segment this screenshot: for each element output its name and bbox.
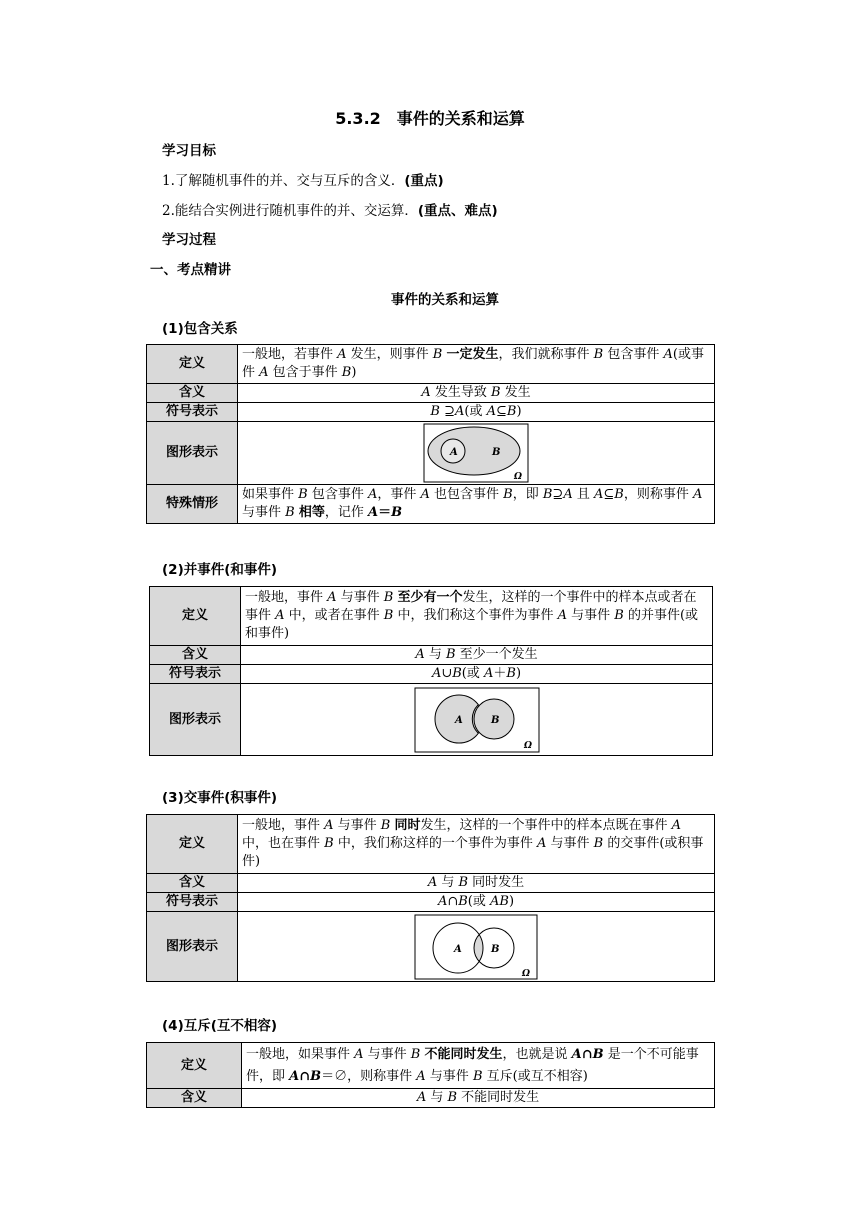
meaning-label: 含义 bbox=[150, 646, 241, 665]
meaning-value: A 与 B 不能同时发生 bbox=[242, 1089, 715, 1108]
mutually-exclusive-table bbox=[146, 1042, 715, 1108]
table1-heading: (1)包含关系 bbox=[162, 321, 238, 337]
def-text: 一般地，如果事件 A 与事件 B 不能同时发生，也就是说 A∩B 是一个不可能事件，即 A∩B＝∅，则称事件 A 与事件 B 互斥(或互不相容) bbox=[242, 1043, 715, 1089]
symbol-value: A∪B(或 A＋B) bbox=[241, 665, 713, 684]
objective-1 bbox=[162, 169, 444, 189]
meaning-label: 含义 bbox=[147, 1089, 242, 1108]
label-b: B bbox=[491, 943, 500, 955]
label-b: B bbox=[492, 447, 501, 458]
def-text: 一般地，若事件 A 发生，则事件 B 一定发生，我们就称事件 B 包含事件 A(或事件 A 包含于事件 B) bbox=[238, 345, 715, 384]
figure-cell bbox=[238, 912, 715, 982]
label-a: A bbox=[454, 943, 462, 955]
special-text: 如果事件 B 包含事件 A，事件 A 也包含事件 B，即 B⊇A 且 A⊆B，则称事件 A 与事件 B 相等，记作 A＝B bbox=[238, 485, 715, 524]
figure-cell bbox=[241, 684, 713, 756]
objectives-heading: 学习目标 bbox=[162, 143, 216, 159]
label-b: B bbox=[490, 714, 499, 726]
objective-2-text: 2.能结合实例进行随机事件的并、交运算． bbox=[162, 203, 418, 219]
union-table bbox=[149, 586, 713, 756]
figure-label: 图形表示 bbox=[150, 684, 241, 756]
meaning-label: 含义 bbox=[147, 384, 238, 403]
def-label: 定义 bbox=[147, 1043, 242, 1089]
def-text: 一般地，事件 A 与事件 B 至少有一个发生，这样的一个事件中的样本点或者在事件 A 中，或者在事件 B 中，我们称这个事件为事件 A 与事件 B 的并事件(或和事件) bbox=[241, 587, 713, 646]
meaning-label: 含义 bbox=[147, 874, 238, 893]
symbol-value: B ⊇A(或 A⊆B) bbox=[238, 403, 715, 422]
table3-heading: (3)交事件(积事件) bbox=[162, 790, 278, 806]
special-label: 特殊情形 bbox=[147, 485, 238, 524]
symbol-label: 符号表示 bbox=[150, 665, 241, 684]
label-omega: Ω bbox=[514, 472, 523, 482]
objective-2-tag: (重点、难点) bbox=[417, 203, 498, 219]
process-heading: 学习过程 bbox=[162, 232, 216, 248]
symbol-label: 符号表示 bbox=[147, 403, 238, 422]
def-text: 一般地，事件 A 与事件 B 同时发生，这样的一个事件中的样本点既在事件 A 中，也在事件 B 中，我们称这样的一个事件为事件 A 与事件 B 的交事件(或积事件) bbox=[238, 815, 715, 874]
symbol-value: A∩B(或 AB) bbox=[238, 893, 715, 912]
table2-heading: (2)并事件(和事件) bbox=[162, 562, 278, 578]
venn-inclusion bbox=[423, 423, 529, 483]
label-a: A bbox=[454, 714, 463, 726]
figure-cell bbox=[238, 422, 715, 485]
label-a: A bbox=[450, 447, 458, 458]
label-omega: Ω bbox=[522, 968, 531, 979]
objective-2 bbox=[162, 199, 498, 219]
intersection-table bbox=[146, 814, 715, 982]
def-label: 定义 bbox=[147, 815, 238, 874]
label-omega: Ω bbox=[523, 740, 532, 751]
page-title: 5.3.2 事件的关系和运算 bbox=[335, 109, 525, 128]
meaning-value: A 发生导致 B 发生 bbox=[238, 384, 715, 403]
center-heading: 事件的关系和运算 bbox=[391, 292, 499, 308]
symbol-label: 符号表示 bbox=[147, 893, 238, 912]
meaning-value: A 与 B 同时发生 bbox=[238, 874, 715, 893]
objective-1-tag: (重点) bbox=[404, 173, 444, 189]
figure-label: 图形表示 bbox=[147, 912, 238, 982]
def-label: 定义 bbox=[147, 345, 238, 384]
table4-heading: (4)互斥(互不相容) bbox=[162, 1018, 278, 1034]
inclusion-table bbox=[146, 344, 715, 524]
meaning-value: A 与 B 至少一个发生 bbox=[241, 646, 713, 665]
def-label: 定义 bbox=[150, 587, 241, 646]
venn-union bbox=[414, 687, 540, 753]
figure-label: 图形表示 bbox=[147, 422, 238, 485]
section-heading: 一、考点精讲 bbox=[150, 262, 231, 278]
objective-1-text: 1.了解随机事件的并、交与互斥的含义． bbox=[162, 173, 405, 189]
venn-intersection bbox=[414, 914, 538, 980]
